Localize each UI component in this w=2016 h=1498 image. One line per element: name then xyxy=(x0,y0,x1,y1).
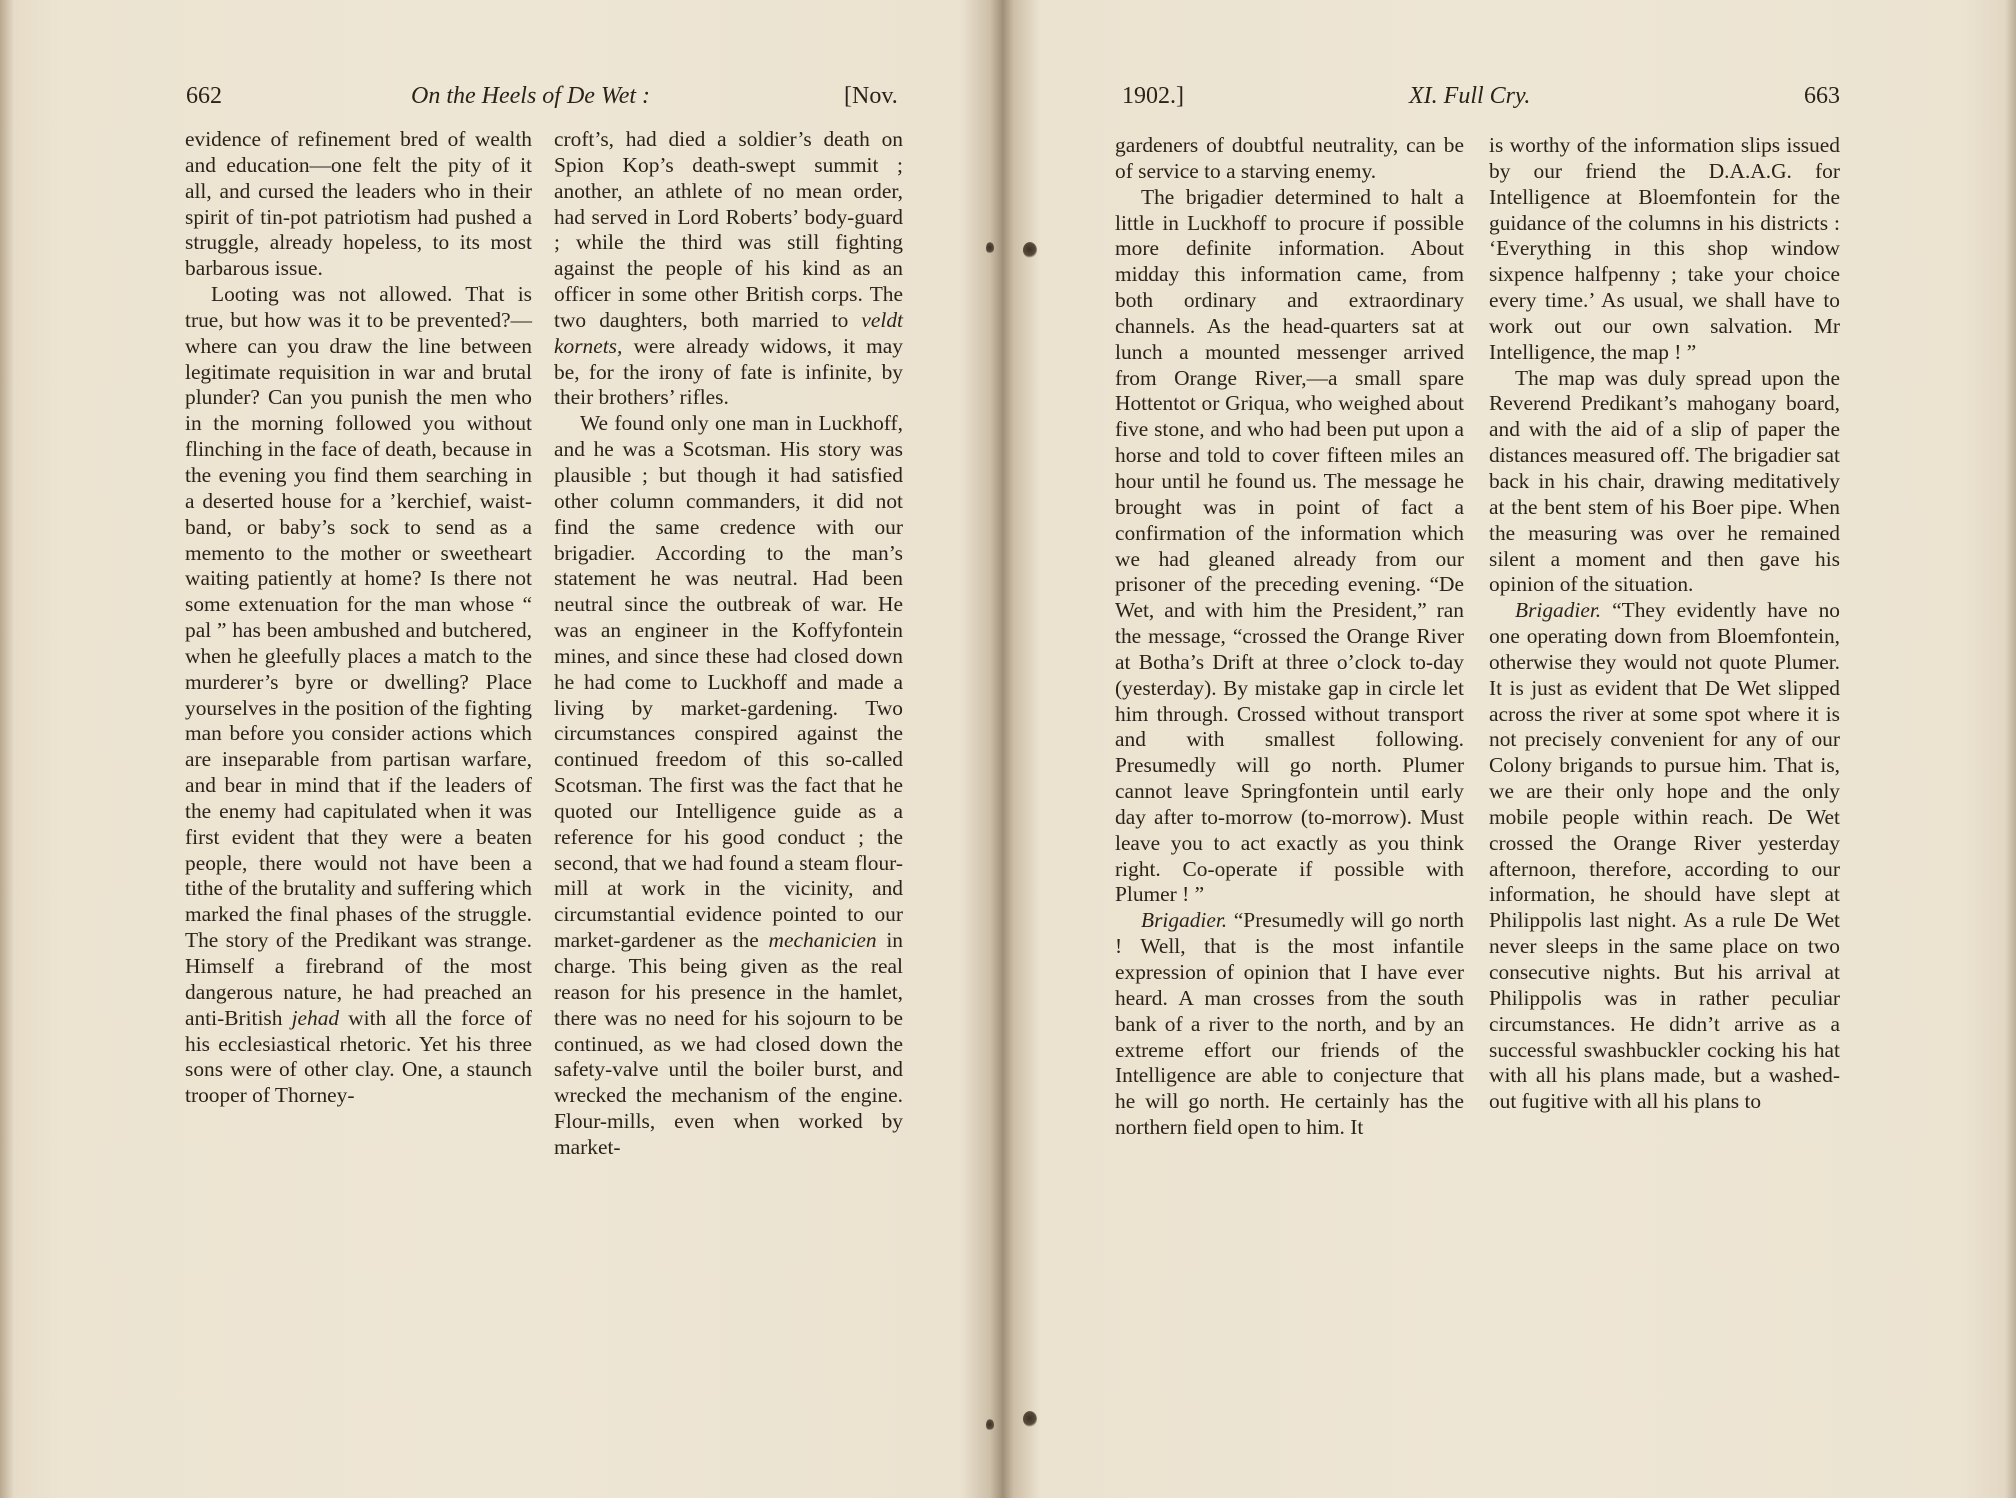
paragraph xyxy=(554,127,903,411)
binding-hole-icon xyxy=(1023,242,1037,258)
italic-text: veldt kornets, xyxy=(554,307,903,358)
text-column xyxy=(1489,133,1840,1115)
running-title: On the Heels of De Wet : xyxy=(411,83,651,109)
right-running-head xyxy=(1122,78,1840,114)
text-run: in charge. This being given as the real reason for his presence in the hamlet, there was no need for his sojourn to be continued, as we had closed down the safety-valve until the boiler burst, and wrecked the mechanism of the engine. Flour-mills, even when worked by market- xyxy=(554,928,903,1159)
paragraph: gardeners of doubtful neutrality, can be of service to a starving enemy. xyxy=(1115,133,1464,183)
page-number: 662 xyxy=(186,83,222,109)
italic-text: Brigadier. xyxy=(1515,598,1602,623)
text-run: “Presumedly will go north ! Well, that is the most infantile expression of opinion that I have ever heard. A man crosses from the south bank of a river to the north, and by an extreme effort our friends of the Intelligence are able to conjecture that he will go north. He certainly has the northern field open to him. It xyxy=(1115,908,1464,1140)
binding-hole-icon xyxy=(986,1419,994,1431)
left-running-head xyxy=(186,78,908,114)
text-run: We found only one man in Luckhoff, and he was a Scotsman. His story was plausible ; but though it had satisfied other column commanders, it did not find the same credence with our brigadier. According to the man’s statement he was neutral. Had been neutral since the outbreak of war. He was an engineer in the Koffyfontein mines, and since these had closed down he had come to Luckhoff and made a living by market-gardening. Two circumstances conspired against the continued freedom of this so-called Scotsman. The first was the fact that he quoted our Intelligence guide as a reference for his good conduct ; the second, that we had found a steam flour-mill at work in the vicinity, and circumstantial evidence pointed to our market-gardener as the xyxy=(554,411,903,953)
paragraph: The map was duly spread upon the Reverend Predikant’s mahogany board, and with the aid of a slip of paper the distances measured off. The brigadier sat back in his chair, drawing meditatively at the bent stem of his Boer pipe. When the measuring was over he remained silent a moment and then gave his opinion of the situation. xyxy=(1489,365,1840,597)
italic-text: Brigadier. xyxy=(1141,908,1228,933)
text-run: with all the force of his ecclesiastical rhetoric. Yet his three sons were of other clay. One, a staunch trooper of Thorney- xyxy=(185,1005,532,1108)
text-run: Looting was not allowed. That is true, but how was it to be prevented?—where can you draw the line between legitimate requisition in war and brutal plunder? Can you punish the men who in the morning followed you without flinching in the face of death, because in the evening you find them searching in a deserted house for a ’kerchief, waist-band, or baby’s sock to send as a memento to the mother or sweetheart waiting patiently at home? Is there not some extenuation for the man whose “ pal ” has been ambushed and butchered, when he gleefully places a match to the murderer’s byre or dwelling? Place yourselves in the position of the fighting man before you consider actions which are inseparable from partisan warfare, and bear in mind that if the leaders of the enemy had capitulated when it was first evident that they were a beaten people, there would not have been a tithe of the brutality and suffering which marked the final phases of the struggle. The story of the Predikant was strange. Himself a firebrand of the most dangerous nature, he had preached an anti-British xyxy=(185,282,532,1030)
binding-hole-icon xyxy=(1023,1411,1037,1427)
text-column xyxy=(185,127,532,1109)
paragraph xyxy=(185,282,532,1109)
italic-text: mechanicien xyxy=(768,928,877,953)
text-column xyxy=(554,127,903,1161)
paragraph: is worthy of the information slips issued by our friend the D.A.A.G. for Intelligence at Bloemfontein for the guidance of the columns in his districts : ‘Everything in this shop window sixpence halfpenny ; take your choice every time.’ As usual, we shall have to work out our own salvation. Mr Intelligence, the map ! ” xyxy=(1489,133,1840,364)
page-number: 663 xyxy=(1804,83,1840,109)
paragraph: The brigadier determined to halt a little in Luckhoff to procure if possible more definite information. About midday this information came, from both ordinary and extraordinary channels. As the head-quarters sat at lunch a mounted messenger arrived from Orange River,—a small spare Hottentot or Griqua, who weighed about five stone, and who had been put upon a horse and told to cover fifteen miles an hour until he found us. The message he brought was in point of fact a confirmation of the information which we had gleaned already from our prisoner of the preceding evening. “De Wet, and with him the President,” ran the message, “crossed the Orange River at Botha’s Drift at three o’clock to-day (yesterday). By mistake gap in circle let him through. Crossed without transport and with smallest following. Presumedly will go north. Plumer cannot leave Springfontein until early day after to-morrow (to-morrow). Must leave you to act exactly as you think right. Co-operate if possible with Plumer ! ” xyxy=(1115,184,1464,907)
text-run: “They evidently have no one operating down from Bloemfontein, otherwise they would not quote Plumer. It is just as evident that De Wet slipped across the river at some spot where it is not precisely convenient for any of our Colony brigands to pursue him. That is, we are their only hope and the only mobile people within reach. De Wet crossed the Orange River yesterday afternoon, therefore, according to our information, he should have slept at Philippolis last night. As a rule De Wet never sleeps in the same place on two consecutive nights. But his arrival at Philippolis was in rather peculiar circumstances. He didn’t arrive as a successful swashbuckler cocking his hat with all his plans made, but a washed-out fugitive with all his plans to xyxy=(1489,598,1840,1114)
italic-text: jehad xyxy=(291,1005,340,1030)
paragraph xyxy=(1489,598,1840,1115)
paragraph xyxy=(1115,908,1464,1141)
text-column xyxy=(1115,133,1464,1141)
binding-hole-icon xyxy=(986,242,994,254)
left-page xyxy=(0,0,1000,1498)
running-title: XI. Full Cry. xyxy=(1409,83,1531,109)
paragraph: evidence of refinement bred of wealth and education—one felt the pity of it all, and cursed the leaders who in their spirit of tin-pot patriotism had pushed a struggle, already hopeless, to its most barbarous issue. xyxy=(185,127,532,281)
running-date: [Nov. xyxy=(844,83,898,109)
text-run: croft’s, had died a soldier’s death on Spion Kop’s death-swept summit ; another, an athlete of no mean order, had served in Lord Roberts’ body-guard ; while the third was still fighting against the people of his kind as an officer in some other British corps. The two daughters, both married to xyxy=(554,127,903,332)
running-date: 1902.] xyxy=(1122,83,1184,109)
text-run: were already widows, it may be, for the irony of fate is infinite, by their brothers’ rifles. xyxy=(554,333,903,410)
paragraph xyxy=(554,411,903,1160)
